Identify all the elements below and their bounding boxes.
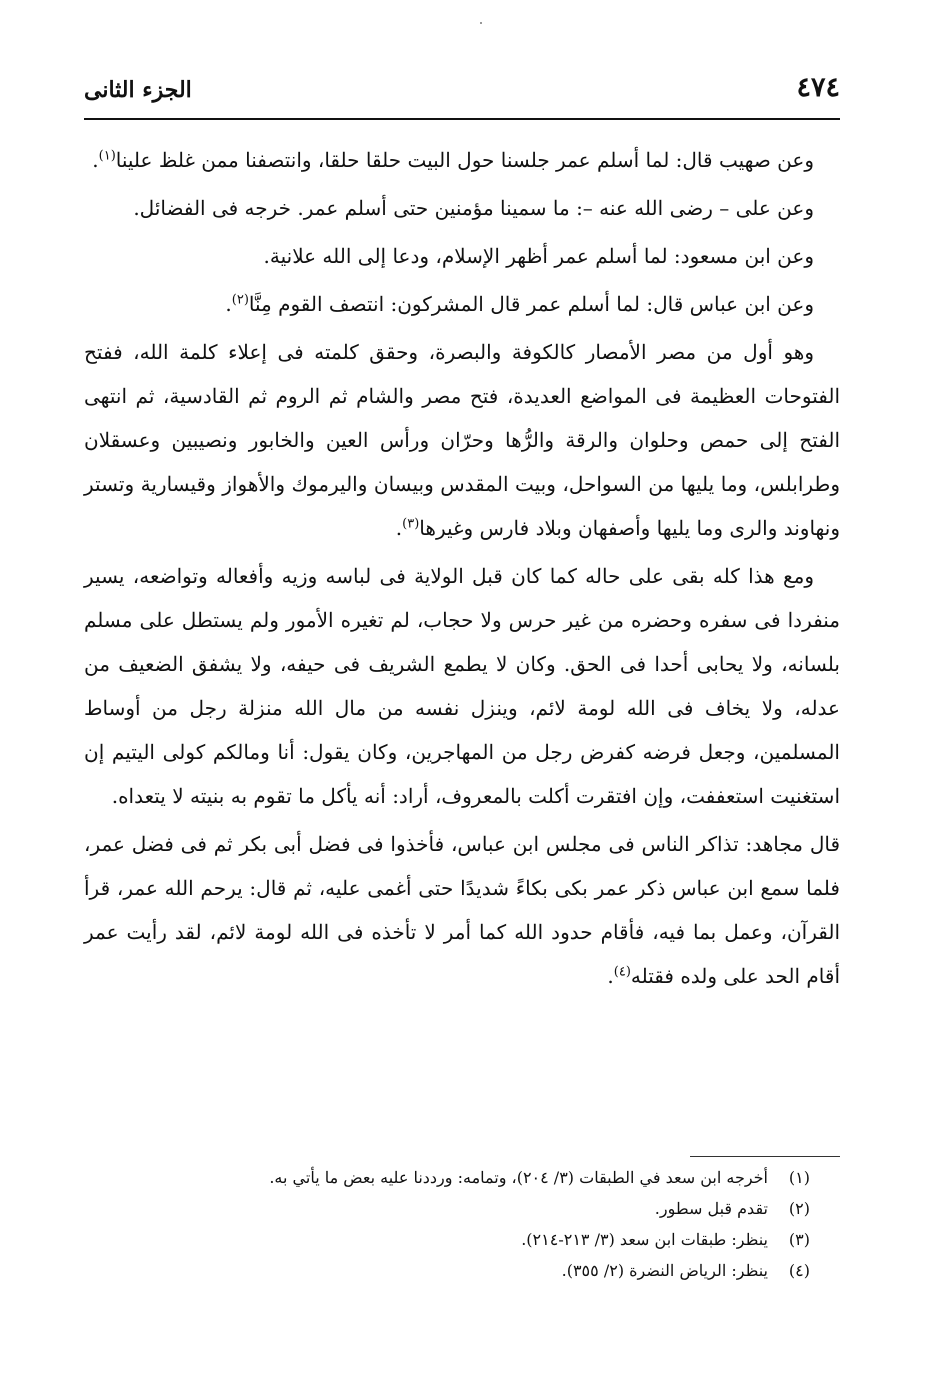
paragraph-text: قال مجاهد: تذاكر الناس فى مجلس ابن عباس، فأخذوا فى فضل أبى بكر ثم فى فضل عمر، فلما سمع ابن عباس ذكر عمر بكى بكاءً شديدًا حتى أغمى عليه، ثم قال: يرحم الله عمر، قرأ القرآن، وعمل بما فيه، فأقام حدود الله كما أمر لا تأخذه فى الله لومة لائم، لقد رأيت عمر أقام الحد على ولده فقتله	[84, 832, 840, 988]
footnote-text: أخرجه ابن سعد في الطبقات (٣/ ٢٠٤)، وتمامه: ورددنا عليه بعض ما يأتي به.	[269, 1168, 768, 1187]
header-rule	[84, 118, 840, 120]
footnote-text: ينظر: طبقات ابن سعد (٣/ ٢١٣-٢١٤).	[521, 1230, 768, 1249]
paragraph-text: وهو أول من مصر الأمصار كالكوفة والبصرة، وحقق كلمته فى إعلاء كلمة الله، ففتح الفتوحات العظيمة فى المواضع العديدة، فتح مصر والشام ثم الروم ثم القادسية، ثم انتهى الفتح إلى حمص وحلوان والرقة والرُّها وحرّان ورأس العين والخابور ونصيبين وعسقلان وطرابلس، وما يليها من السواحل، وبيت المقدس وبيسان واليرموك والأهواز وقيسارية وتستر ونهاوند والرى وما يليها وأصفهان وبلاد فارس وغيرها	[84, 340, 840, 540]
footnote-ref: (٣)	[402, 516, 420, 532]
footnote-ref: (٢)	[231, 292, 249, 308]
paragraph-text: وعن صهيب قال: لما أسلم عمر جلسنا حول البيت حلقا حلقا، وانتصفنا ممن غلظ علينا	[115, 148, 814, 172]
page-number: ٤٧٤	[796, 72, 840, 103]
paragraph	[84, 138, 840, 182]
paragraph	[84, 822, 840, 998]
running-title: الجزء الثانى	[84, 77, 192, 103]
paragraph	[84, 234, 840, 278]
paragraph-end: .	[225, 292, 232, 316]
paragraph	[84, 186, 840, 230]
paragraph-end: .	[607, 964, 614, 988]
footnote-number: (١)	[788, 1168, 810, 1187]
footnote	[84, 1162, 840, 1193]
footnote-number: (٣)	[788, 1230, 810, 1249]
footnote-text: ينظر: الرياض النضرة (٢/ ٣٥٥).	[561, 1261, 768, 1280]
main-text	[84, 138, 840, 1002]
paragraph-end: .	[92, 148, 99, 172]
paragraph	[84, 554, 840, 818]
scan-speck	[480, 22, 482, 24]
footnote	[84, 1255, 840, 1286]
paragraph	[84, 330, 840, 550]
footnote-number: (٢)	[788, 1199, 810, 1218]
page-header	[84, 68, 840, 112]
footnote-text: تقدم قبل سطور.	[654, 1199, 768, 1218]
paragraph-text: وعن ابن مسعود: لما أسلم عمر أظهر الإسلام، ودعا إلى الله علانية.	[263, 244, 814, 268]
footnotes-rule	[690, 1156, 840, 1157]
paragraph-text: وعن على – رضى الله عنه –: ما سمينا مؤمنين حتى أسلم عمر. خرجه فى الفضائل.	[133, 196, 814, 220]
paragraph-text: ومع هذا كله بقى على حاله كما كان قبل الولاية فى لباسه وزيه وأفعاله وتواضعه، يسير منفردا فى سفره وحضره من غير حرس ولا حجاب، لم تغيره الأمور ولم يستطل على مسلم بلسانه، ولا يحابى أحدا فى الحق. وكان لا يطمع الشريف فى حيفه، ولا يشفق الضعيف من عدله، ولا يخاف فى الله لومة لائم، وينزل نفسه من مال الله منزلة رجل من أوساط المسلمين، وجعل فرضه كفرض رجل من المهاجرين، وكان يقول: أنا ومالكم كولى اليتيم إن استغنيت استعففت، وإن افتقرت أكلت بالمعروف، أراد: أنه يأكل ما تقوم به بنيته لا يتعداه.	[84, 564, 840, 808]
footnote-ref: (١)	[98, 148, 116, 164]
footnotes	[84, 1162, 840, 1286]
paragraph-end: .	[395, 516, 403, 540]
footnote	[84, 1193, 840, 1224]
paragraph	[84, 282, 840, 326]
footnote-number: (٤)	[788, 1261, 810, 1280]
paragraph-text: وعن ابن عباس قال: لما أسلم عمر قال المشركون: انتصف القوم مِنَّا	[248, 292, 814, 316]
footnote-ref: (٤)	[613, 964, 631, 980]
footnote	[84, 1224, 840, 1255]
